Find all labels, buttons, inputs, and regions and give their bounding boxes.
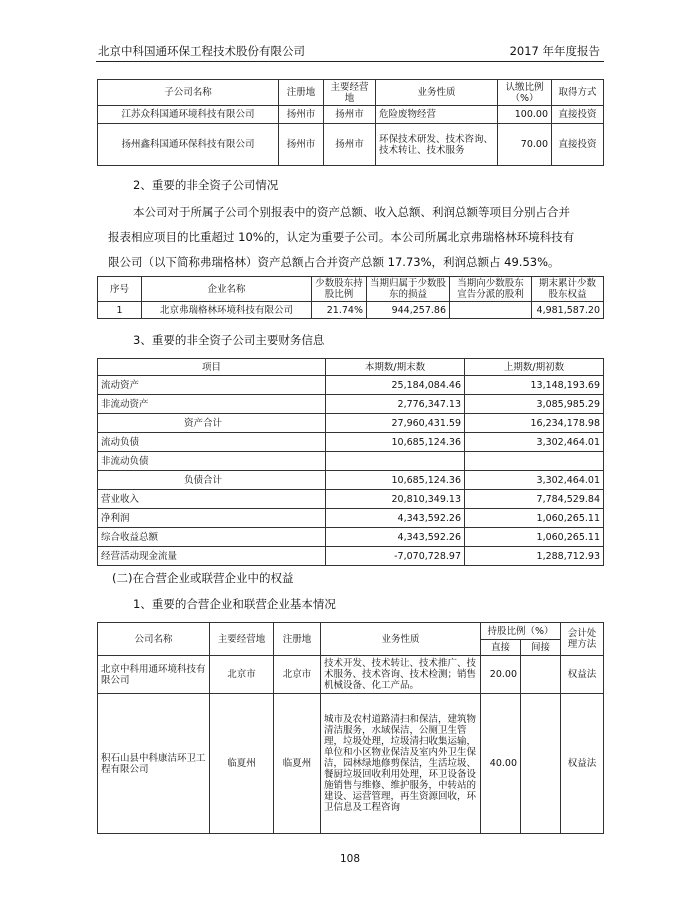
cell: 4,343,592.26 xyxy=(326,528,465,547)
cell: 直接投资 xyxy=(552,106,604,124)
header-company: 北京中科国通环保工程技术股份有限公司 xyxy=(98,44,305,58)
cell: 权益法 xyxy=(561,694,604,834)
cell: 积石山县中科康洁环卫工程有限公司 xyxy=(98,694,210,834)
paragraph-line: 限公司（以下简称弗瑞格林）资产总额占合并资产总额 17.73%，利润总额占 49.53%。 xyxy=(108,255,560,269)
paragraph-line: 报表相应项目的比重超过 10%的，认定为重要子公司。本公司所属北京弗瑞格林环境科技有 xyxy=(108,230,575,244)
header-report: 2017 年年度报告 xyxy=(509,44,600,58)
cell: 10,685,124.36 xyxy=(326,471,465,490)
table-row xyxy=(98,452,604,471)
cell: 4,343,592.26 xyxy=(326,509,465,528)
col-subsidiary-name: 子公司名称 xyxy=(98,80,279,106)
cell: 综合收益总额 xyxy=(98,528,326,547)
section-joint-venture-heading: (二)在合营企业或联营企业中的权益 xyxy=(112,571,294,585)
table-row xyxy=(98,490,604,509)
cell: 北京中科用通环境科技有限公司 xyxy=(98,656,210,694)
col-business: 业务性质 xyxy=(376,80,498,106)
cell: 危险废物经营 xyxy=(376,106,498,124)
table-row xyxy=(98,509,604,528)
cell: 非流动资产 xyxy=(98,395,326,414)
cell: 16,234,178.98 xyxy=(465,414,604,433)
table-row xyxy=(98,302,604,319)
cell: 20.00 xyxy=(481,656,521,694)
table-row xyxy=(98,471,604,490)
cell: 扬州鑫科国通环保科技有限公司 xyxy=(98,124,279,166)
cell xyxy=(521,694,561,834)
minority-table xyxy=(97,276,604,319)
table-row xyxy=(98,694,604,834)
section-3-heading: 3、重要的非全资子公司主要财务信息 xyxy=(133,333,325,347)
col-main-place: 主要经营地 xyxy=(210,623,274,656)
cell: 扬州市 xyxy=(324,124,376,166)
cell: 1,060,265.11 xyxy=(465,509,604,528)
section-joint-venture-sub: 1、重要的合营企业和联营企业基本情况 xyxy=(133,597,336,611)
col-accounting: 会计处理方法 xyxy=(561,623,604,656)
col-item: 项目 xyxy=(98,359,326,376)
subsidiary-table xyxy=(97,79,604,166)
cell: 营业收入 xyxy=(98,490,326,509)
cell: 临夏州 xyxy=(274,694,321,834)
cell: 3,085,985.29 xyxy=(465,395,604,414)
cell: 资产合计 xyxy=(98,414,326,433)
cell: 21.74% xyxy=(312,302,367,319)
table-row xyxy=(98,376,604,395)
cell xyxy=(450,302,532,319)
cell: 7,784,529.84 xyxy=(465,490,604,509)
associate-table xyxy=(97,622,604,834)
cell: 1 xyxy=(98,302,142,319)
table-row xyxy=(98,547,604,566)
cell: 环保技术研发、技术咨询、技术转让、技术服务 xyxy=(376,124,498,166)
col-reg-place: 注册地 xyxy=(274,623,321,656)
cell: 流动负债 xyxy=(98,433,326,452)
col-main-place: 主要经营地 xyxy=(324,80,376,106)
col-business: 业务性质 xyxy=(321,623,481,656)
cell: 扬州市 xyxy=(324,106,376,124)
cell: 3,302,464.01 xyxy=(465,433,604,452)
col-previous: 上期数/期初数 xyxy=(465,359,604,376)
col-company: 企业名称 xyxy=(142,277,312,302)
col-ratio: 认缴比例（%） xyxy=(498,80,552,106)
section-2-heading: 2、重要的非全资子公司情况 xyxy=(133,178,279,192)
col-dividend: 当期向少数股东宣告分派的股利 xyxy=(450,277,532,302)
col-direct: 直接 xyxy=(481,640,521,656)
cell xyxy=(521,656,561,694)
cell: 20,810,349.13 xyxy=(326,490,465,509)
col-method: 取得方式 xyxy=(552,80,604,106)
col-company: 公司名称 xyxy=(98,623,210,656)
cell: 经营活动现金流量 xyxy=(98,547,326,566)
cell: 扬州市 xyxy=(279,106,324,124)
cell: -7,070,728.97 xyxy=(326,547,465,566)
table-row xyxy=(98,656,604,694)
cell: 技术开发、技术转让、技术推广、技术服务、技术咨询、技术检测；销售机械设备、化工产品。 xyxy=(321,656,481,694)
cell: 70.00 xyxy=(498,124,552,166)
cell: 北京市 xyxy=(274,656,321,694)
header-rule xyxy=(96,61,604,62)
cell: 负债合计 xyxy=(98,471,326,490)
cell: 非流动负债 xyxy=(98,452,326,471)
financial-table xyxy=(97,358,604,566)
page-number: 108 xyxy=(339,853,361,865)
cell: 100.00 xyxy=(498,106,552,124)
col-current: 本期数/期末数 xyxy=(326,359,465,376)
cell: 1,060,265.11 xyxy=(465,528,604,547)
table-row xyxy=(98,528,604,547)
col-reg-place: 注册地 xyxy=(279,80,324,106)
col-minority-pl: 当期归属于少数股东的损益 xyxy=(367,277,450,302)
cell: 10,685,124.36 xyxy=(326,433,465,452)
cell: 40.00 xyxy=(481,694,521,834)
col-minority-ratio: 少数股东持股比例 xyxy=(312,277,367,302)
table-row xyxy=(98,124,604,166)
cell xyxy=(465,452,604,471)
cell: 944,257.86 xyxy=(367,302,450,319)
col-indirect: 间接 xyxy=(521,640,561,656)
cell: 江苏众科国通环境科技有限公司 xyxy=(98,106,279,124)
cell: 临夏州 xyxy=(210,694,274,834)
cell: 2,776,347.13 xyxy=(326,395,465,414)
col-seq: 序号 xyxy=(98,277,142,302)
cell: 城市及农村道路清扫和保洁，建筑物清洁服务，水域保洁，公厕卫生管理，垃圾处理，垃圾清扫收集运输，单位和小区物业保洁及室内外卫生保洁，园林绿地修剪保洁，生活垃圾、餐厨垃圾回收利用处理，环卫设备设施销售与维修、维护服务，中转站的建设、运营管理，再生资源回收，环卫信息及工程咨询 xyxy=(321,694,481,834)
table-row xyxy=(98,414,604,433)
table-row xyxy=(98,395,604,414)
cell: 1,288,712.93 xyxy=(465,547,604,566)
paragraph-line: 本公司对于所属子公司个别报表中的资产总额、收入总额、利润总额等项目分别占合并 xyxy=(133,205,570,219)
cell: 净利润 xyxy=(98,509,326,528)
col-minority-equity: 期末累计少数股东权益 xyxy=(532,277,604,302)
cell: 25,184,084.46 xyxy=(326,376,465,395)
cell: 扬州市 xyxy=(279,124,324,166)
cell: 13,148,193.69 xyxy=(465,376,604,395)
cell: 权益法 xyxy=(561,656,604,694)
table-row xyxy=(98,106,604,124)
cell: 4,981,587.20 xyxy=(532,302,604,319)
cell: 直接投资 xyxy=(552,124,604,166)
cell: 北京市 xyxy=(210,656,274,694)
cell: 北京弗瑞格林环境科技有限公司 xyxy=(142,302,312,319)
cell: 3,302,464.01 xyxy=(465,471,604,490)
cell: 流动资产 xyxy=(98,376,326,395)
cell xyxy=(326,452,465,471)
table-row xyxy=(98,433,604,452)
col-holding-ratio: 持股比例（%） xyxy=(481,623,561,640)
cell: 27,960,431.59 xyxy=(326,414,465,433)
